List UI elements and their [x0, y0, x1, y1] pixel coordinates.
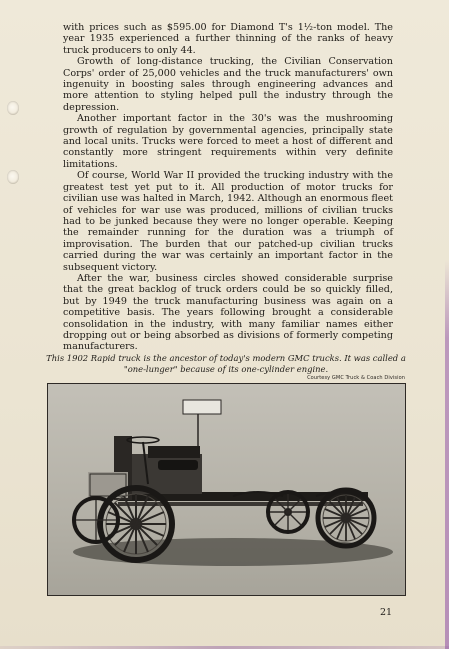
- rear-wheel: [318, 490, 374, 546]
- front-wheel: [100, 488, 172, 560]
- binder-hole: [7, 170, 19, 184]
- body-text: [63, 22, 393, 353]
- photo-credit: Courtesy GMC Truck & Coach Division: [307, 375, 405, 381]
- rapid-truck-illustration: [48, 384, 405, 595]
- paragraph: with prices such as $595.00 for Diamond T's 1½-ton model. The year 1935 experienced a further thinning of the ranks of heavy truck producers to only 44.: [63, 22, 393, 56]
- photo-caption: This 1902 Rapid truck is the ancestor of today's modern GMC trucks. It was called a "one-lunger" because of its one-cylinder engine.: [46, 353, 406, 374]
- paragraph: Growth of long-distance trucking, the Civilian Conservation Corps' order of 25,000 vehicles and the truck manufacturers' own ingenuity in boosting sales through engineering advances and more attention to styling helped pull the industry through the depression.: [63, 56, 393, 113]
- truck-photo: [47, 383, 406, 596]
- far-rear-wheel: [268, 492, 308, 532]
- page-number: 21: [380, 607, 393, 618]
- page-edge-tint: [445, 260, 449, 649]
- far-front-wheel: [74, 498, 118, 542]
- paragraph: After the war, business circles showed considerable surprise that the great backlog of truck orders could be so quickly filled, but by 1949 the truck manufacturing business was again on a competitive basis. The years following brought a considerable consolidation in the industry, with many familiar names either dropping out or being absorbed as divisions of formerly competing manufacturers.: [63, 272, 393, 353]
- binder-hole: [7, 101, 19, 115]
- paragraph: Of course, World War II provided the trucking industry with the greatest test yet put to it. All production of motor trucks for civilian use was halted in March, 1942. Although an enormous fleet of vehicles for war use was produced, millions of civilian trucks had to be junked because they were no longer operable. Keeping the remainder running for the duration was a triumph of improvisation. The burden that our patched-up civilian trucks carried during the war was certainly an important factor in the subsequent victory.: [63, 170, 393, 273]
- paragraph: Another important factor in the 30's was the mushrooming growth of regulation by governmental agencies, principally state and local units. Trucks were forced to meet a host of different and constantly more stringent requirements within very definite limitations.: [63, 113, 393, 170]
